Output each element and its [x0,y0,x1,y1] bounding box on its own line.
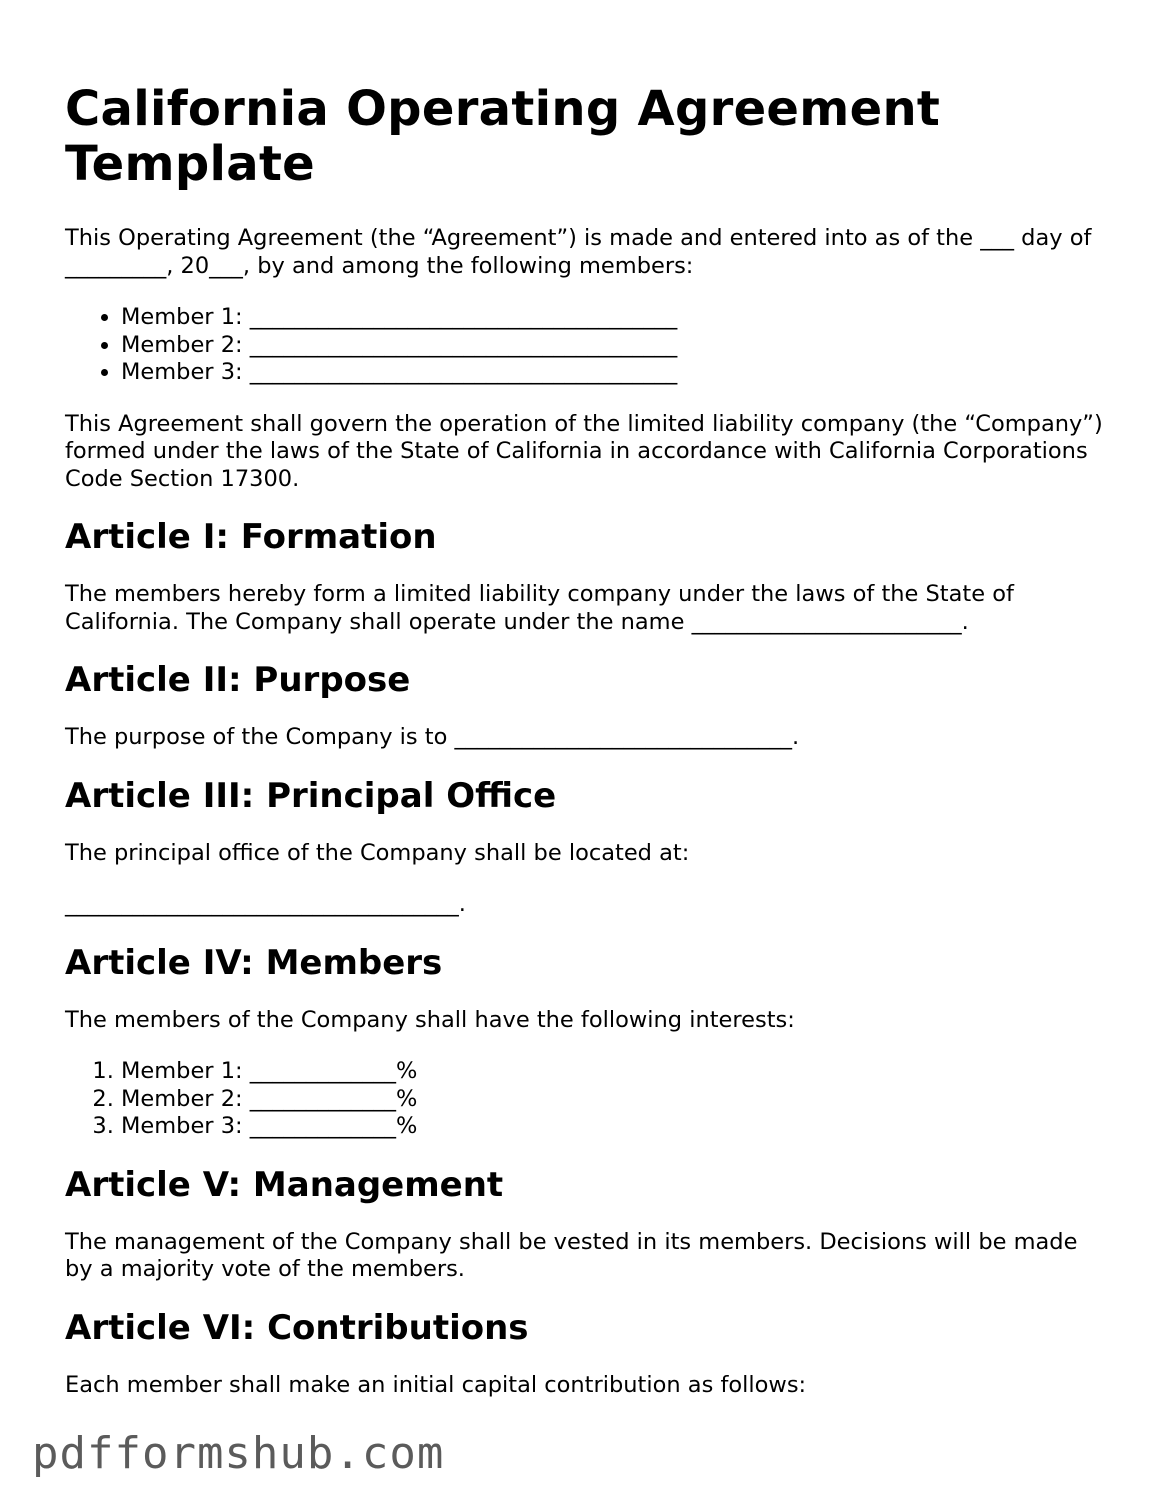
article-heading-office: Article III: Principal Office [65,775,557,816]
list-item: 2. Member 2: _____________% [121,1086,1105,1114]
document-title: California Operating Agreement Template [65,81,941,192]
article-text-members: The members of the Company shall have the following interests: [65,1006,795,1033]
article-text-purpose: The purpose of the Company is to ______________________________. [65,724,800,750]
article-text-management: The management of the Company shall be vested in its members. Decisions will be made by a majority vote of the members. [65,1228,1078,1282]
office-address-blank: ___________________________________. [65,891,466,917]
list-item: 3. Member 3: _____________% [121,1113,1105,1141]
list-item: • Member 2: ______________________________________ [121,332,1105,360]
article-heading-management: Article V: Management [65,1164,504,1205]
article-text-contributions: Each member shall make an initial capital contribution as follows: [65,1371,807,1398]
article-heading-formation: Article I: Formation [65,517,437,557]
governance-paragraph: This Agreement shall govern the operation of the limited liability company (the “Company”) formed under the laws of the State of California in accordance with California Corporations Code Section 17300. [65,410,1103,492]
article-text-office: The principal office of the Company shall be located at: [65,839,690,866]
list-item: 1. Member 1: _____________% [121,1058,1105,1086]
article-heading-contributions: Article VI: Contributions [65,1307,529,1348]
intro-paragraph: This Operating Agreement (the “Agreement”) is made and entered into as of the ___ day of _________, 20___, by and among the following members: [65,225,1092,279]
member-list [65,304,1105,387]
list-item: • Member 3: ______________________________________ [121,359,1105,387]
list-item: • Member 1: ______________________________________ [121,304,1105,332]
site-watermark: pdfformshub.com [32,1428,445,1479]
article-heading-members: Article IV: Members [65,942,443,983]
article-heading-purpose: Article II: Purpose [65,660,411,700]
member-interest-list [65,1058,1105,1141]
document-page [65,82,1105,1423]
article-text-formation: The members hereby form a limited liability company under the laws of the State of California. The Company shall operate under the name ________________________. [65,581,1014,635]
